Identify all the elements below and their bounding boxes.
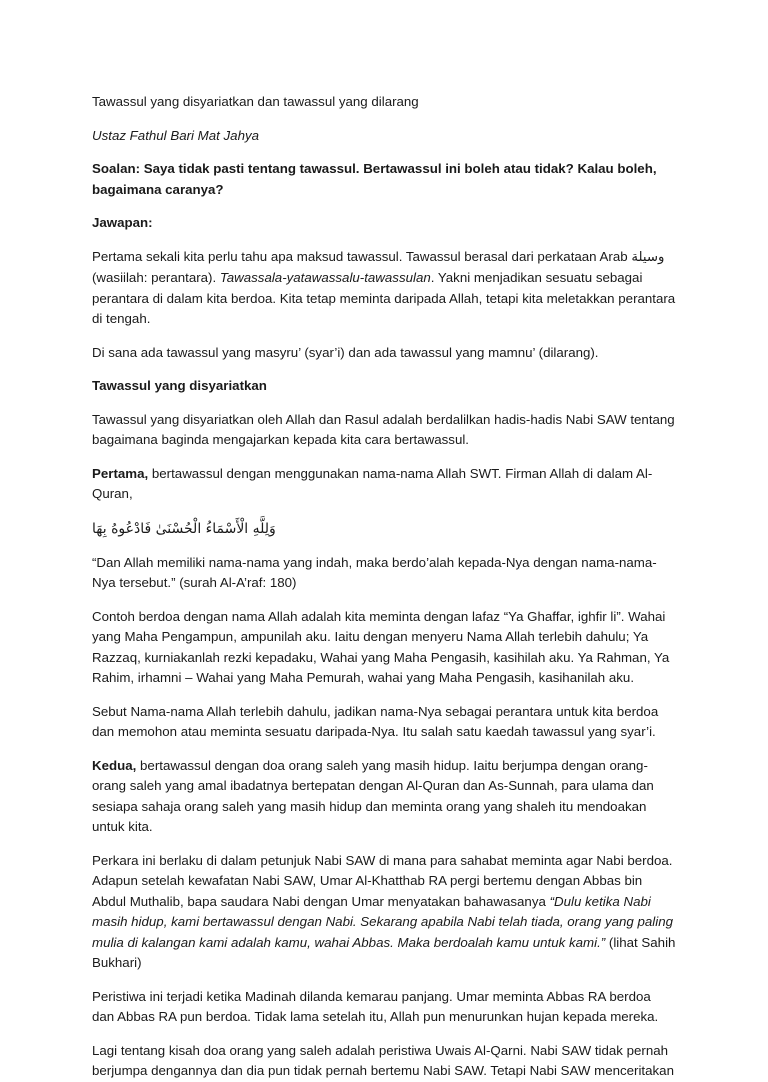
italic-quote: “Dulu ketika Nabi masih hidup, kami bertawassul dengan Nabi. Sekarang apabila Nabi telah tiada, orang yang paling mulia di kalangan kami adalah kamu, wahai Abbas. Maka berdoalah kamu untuk kami.”: [92, 893, 674, 950]
arabic-verse-text: وَلِلَّهِ الْأَسْمَاءُ الْحُسْنَىٰ فَادْعُوهُ بِهَا: [92, 520, 276, 537]
italic-term: Tawassala-yatawassalu-tawassulan: [219, 270, 431, 285]
paragraph-intro: Tawassul yang disyariatkan oleh Allah dan Rasul adalah berdalilkan hadis-hadis Nabi SAW tentang bagaimana baginda mengajarkan kepada kita cara bertawassul.: [92, 411, 675, 447]
verse-translation: “Dan Allah memiliki nama-nama yang indah, maka berdo’alah kepada-Nya dengan nama-nama-Nya tersebut.” (surah Al-A’raf: 180): [92, 554, 657, 590]
question-paragraph: Soalan: Saya tidak pasti tentang tawassul. Bertawassul ini boleh atau tidak? Kalau boleh, bagaimana caranya?: [92, 161, 657, 197]
author-name: Ustaz Fathul Bari Mat Jahya: [92, 127, 260, 143]
text-run: Perkara ini berlaku di dalam petunjuk Nabi SAW di mana para sahabat meminta agar Nabi berdoa. Adapun setelah kewafatan Nabi SAW, Umar Al-Khatthab RA pergi bertemu dengan Abbas bin Abdul Muthalib, bapa saudara Nabi dengan Umar menyatakan bahawasanya: [92, 852, 673, 909]
section-heading: Tawassul yang disyariatkan: [92, 378, 267, 393]
text-run: . Yakni menjadikan sesuatu sebagai perantara di dalam kita berdoa. Kita tetap meminta daripada Allah, tetapi kita meletakkan perantara di tengah.: [92, 270, 676, 326]
text-run: bertawassul dengan menggunakan nama-nama Allah SWT. Firman Allah di dalam Al-Quran,: [92, 465, 653, 501]
paragraph-example: Contoh berdoa dengan nama Allah adalah kita meminta dengan lafaz “Ya Ghaffar, ighfir li”. Wahai yang Maha Pengampun, ampunilah aku. Iaitu dengan menyeru Nama Allah terlebih dahulu; Ya Razzaq, kurniakanlah rezki kepadaku, Wahai yang Maha Pengasih, kasihilah aku. Ya Rahman, Ya Rahim, irhamni – Wahai yang Maha Pemurah, wahai yang Maha Pengasih, kasihanilah aku.: [92, 608, 670, 685]
text-run: (wasiilah: perantara).: [92, 270, 220, 285]
document-title: Tawassul yang disyariatkan dan tawassul yang dilarang: [92, 94, 419, 109]
text-run: Pertama sekali kita perlu tahu apa maksud tawassul. Tawassul berasal dari perkataan Arab: [92, 248, 632, 264]
citation: (lihat Sahih Bukhari): [92, 934, 676, 970]
arabic-word: وسيلة: [631, 249, 665, 265]
paragraph-summary: Sebut Nama-nama Allah terlebih dahulu, jadikan nama-Nya sebagai perantara untuk kita berdoa dan memohon atau meminta sesuatu daripada-Nya. Itu salah satu kaedah tawassul yang syar’i.: [92, 703, 659, 739]
ordinal-label: Pertama,: [92, 465, 149, 481]
answer-label: Jawapan:: [92, 215, 153, 230]
quran-verse: [92, 518, 676, 540]
paragraph-types: Di sana ada tawassul yang masyru’ (syar’i) dan ada tawassul yang mamnu’ (dilarang).: [92, 344, 599, 360]
paragraph-definition: [92, 247, 676, 330]
paragraph-second: [92, 756, 676, 838]
ordinal-label: Kedua,: [92, 757, 137, 773]
paragraph-first: [92, 464, 676, 505]
text-run: bertawassul dengan doa orang saleh yang masih hidup. Iaitu berjumpa dengan orang-orang saleh yang amal ibadatnya bertepatan dengan Al-Quran dan As-Sunnah, para ulama dan sesiapa sahaja orang saleh yang masih hidup dan meminta orang yang shaleh itu mendoakan untuk kita.: [92, 757, 654, 834]
paragraph-umar-abbas: [92, 851, 676, 974]
paragraph-uwais: Lagi tentang kisah doa orang yang saleh adalah peristiwa Uwais Al-Qarni. Nabi SAW tidak pernah berjumpa dengannya dan dia pun tidak pernah bertemu Nabi SAW. Tetapi Nabi SAW menceritakan: [92, 1042, 674, 1078]
paragraph-drought: Peristiwa ini terjadi ketika Madinah dilanda kemarau panjang. Umar meminta Abbas RA berdoa dan Abbas RA pun berdoa. Tidak lama setelah itu, Allah pun menurunkan hujan kepada mereka.: [92, 988, 659, 1024]
